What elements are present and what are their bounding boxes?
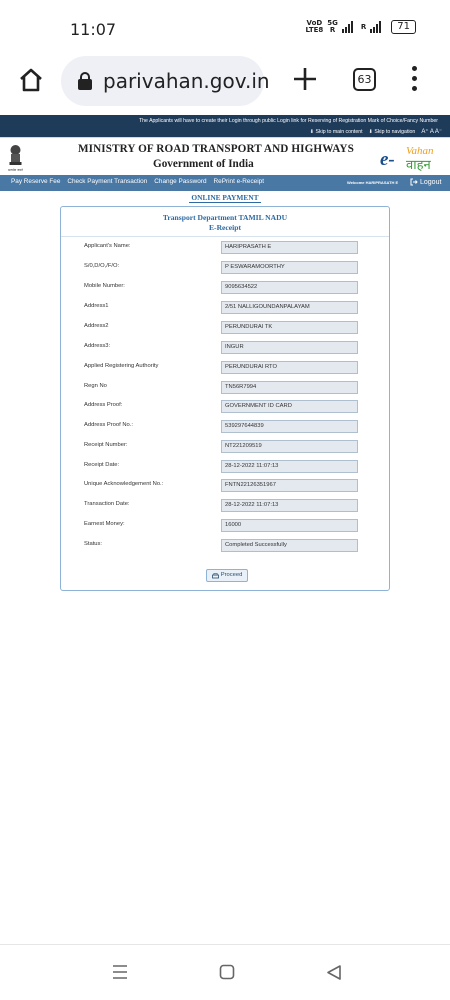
status-time: 11:07 [70,20,117,39]
field-value: HARIPRASATH E [221,241,358,254]
field-row [61,241,389,255]
ministry-title: MINISTRY OF ROAD TRANSPORT AND HIGHWAYS [78,143,354,155]
national-emblem-icon [8,144,23,172]
field-row [61,460,389,474]
skip-nav-link[interactable]: ⬇ Skip to navigation [368,128,416,135]
field-row [61,281,389,295]
field-value: 28-12-2022 11:07:13 [221,499,358,512]
nav-items [11,178,264,185]
field-value: 2/51 NALLIGOUNDANPALAYAM [221,301,358,314]
field-row [61,499,389,513]
field-row [61,261,389,275]
signal-icon [342,21,353,33]
field-label: Address2 [84,323,109,329]
field-row [61,361,389,375]
back-icon[interactable] [326,964,342,981]
browser-toolbar [0,52,450,110]
department-name: Transport Department TAMIL NADU [162,213,288,222]
system-nav-bar [0,944,450,1000]
skip-main-link[interactable]: ⬇ Skip to main content [309,128,363,135]
field-label: Applied Registering Authority [84,363,159,369]
nav-change-password[interactable]: Change Password [154,178,207,185]
field-row [61,479,389,493]
field-label: Address1 [84,303,109,309]
field-value: 16000 [221,519,358,532]
roaming-label: R [360,22,367,31]
field-label: Receipt Number: [84,442,128,448]
field-row [61,539,389,553]
svg-text:वाहन: वाहन [406,158,431,173]
field-row [61,420,389,434]
receipt-panel [60,206,390,591]
field-value: 28-12-2022 11:07:13 [221,460,358,473]
field-label: Transaction Date: [84,501,130,507]
receipt-heading: E-Receipt [208,223,242,232]
field-label: Unique Acknowledgement No.: [84,481,164,487]
svg-text:Vahan: Vahan [406,145,434,157]
nav-check-payment[interactable]: Check Payment Transaction [67,178,148,185]
network-5g: 5G R [327,19,338,34]
announcement-bar [0,115,450,137]
site-header [0,137,450,175]
site-nav [0,175,450,191]
nav-reprint-receipt[interactable]: RePrint e-Receipt [213,178,264,185]
field-value: INGUR [221,341,358,354]
field-value: 9095634522 [221,281,358,294]
welcome-text: Welcome HARIPRASATH E [347,180,399,185]
svg-text:e-: e- [380,149,395,170]
field-value: PERUNDURAI RTO [221,361,358,374]
field-value: 539297644839 [221,420,358,433]
android-home-icon[interactable] [219,964,235,980]
field-row [61,381,389,395]
lock-icon [77,72,93,90]
announcement-text: The Applicants will have to create their Login through public Login link for Reserving of Registration Mark of Choice/Fancy Number [138,118,438,124]
field-label: Status: [84,541,103,547]
field-row [61,400,389,414]
field-value: P ESWARAMOORTHY [221,261,358,274]
field-label: Earnest Money: [84,521,125,527]
field-label: Applicant's Name: [84,243,131,249]
tab-switcher-button[interactable]: 63 [353,68,376,91]
font-size-controls[interactable]: A⁺ A A⁻ [421,129,442,135]
field-value: TN56R7994 [221,381,358,394]
field-label: Regn No [84,383,107,389]
print-icon [212,573,219,579]
skip-links [310,128,442,135]
address-bar[interactable] [61,56,270,106]
field-row [61,519,389,533]
field-value: NT221209519 [221,440,358,453]
nav-pay-reserve-fee[interactable]: Pay Reserve Fee [11,178,61,185]
field-value: PERUNDURAI TK [221,321,358,334]
field-label: Address3: [84,343,111,349]
network-type: VoD LTE8 [305,19,324,34]
proceed-button[interactable]: Proceed [206,569,248,582]
status-indicators [306,20,416,34]
field-label: S/0,D/O,/F/O: [84,263,120,269]
plus-icon[interactable] [290,64,320,94]
home-icon[interactable] [18,67,44,93]
field-row [61,301,389,315]
more-vert-icon[interactable] [406,66,422,94]
evahan-logo [378,141,448,173]
receipt-title [61,213,389,233]
status-bar [0,0,450,52]
field-label: Address Proof No.: [84,422,133,428]
section-heading: ONLINE PAYMENT [191,193,259,202]
field-value: Completed Successfully [221,539,358,552]
field-row [61,440,389,454]
url-text: parivahan.gov.in [103,69,270,93]
divider [61,236,389,237]
logout-icon [410,178,418,186]
recent-apps-icon[interactable] [110,963,130,981]
field-row [61,341,389,355]
field-value: FNTN22126351967 [221,479,358,492]
field-label: Receipt Date: [84,462,120,468]
logout-button[interactable]: Logout [410,178,441,186]
svg-text:सत्यमेव जयते: सत्यमेव जयते [8,168,23,172]
field-value: GOVERNMENT ID CARD [221,400,358,413]
field-label: Address Proof: [84,402,123,408]
battery-icon: 71 [391,20,416,34]
field-label: Mobile Number: [84,283,125,289]
government-title: Government of India [153,158,254,170]
field-row [61,321,389,335]
signal-icon-2 [370,21,381,33]
